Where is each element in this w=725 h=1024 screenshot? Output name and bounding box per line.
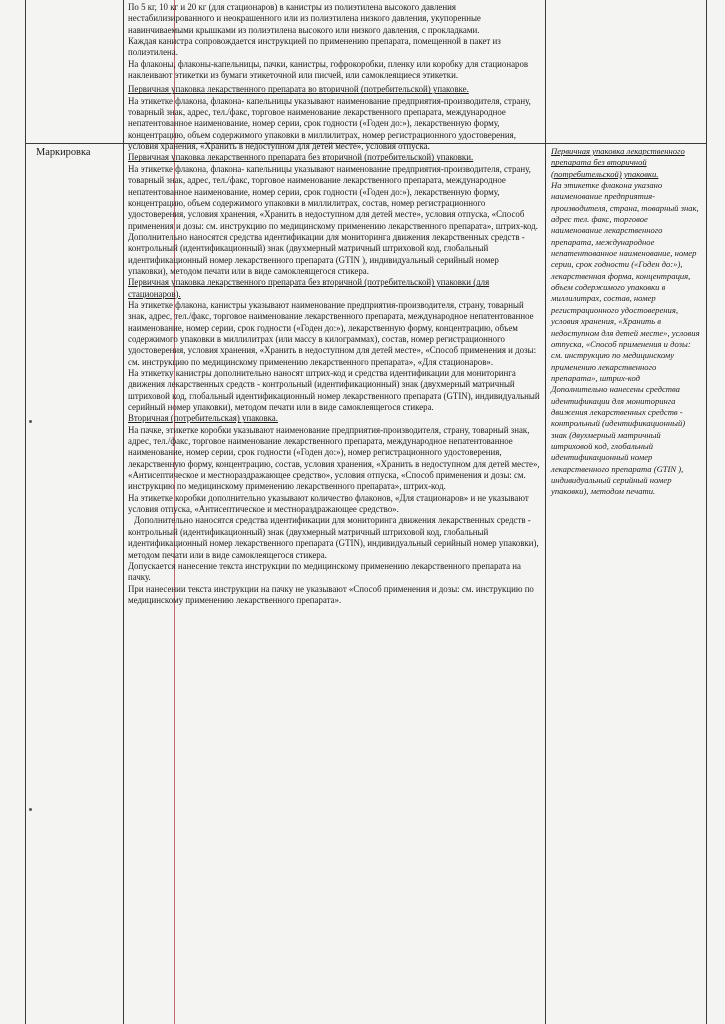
section-consumer-packaging [128,413,540,606]
side-note-paragraph: Дополнительно нанесены средства идентификации для мониторинга движения лекарственных средств - контрольный (идентификационный) знак (двухмерный матричный штриховой код, глобальный идентификационный номер лекарственного препарата (GTIN ), индивидуальный серийный номер упаковки), методом печати. [551,384,686,497]
section-heading: Первичная упаковка лекарственного препарата без вторичной (потребительской) упаковки. [128,152,474,163]
paragraph: На этикетке флакона, флакона- капельницы указывают наименование предприятия-производителя, страну, товарный знак, адрес, тел./факс, торговое наименование лекарственного препарата, международное непатентованное наименование, номер серии, срок годности («Годен до:»), лекарственную форму, концентрацию, объем содержимого упаковки в миллилитрах, номер регистрационного удостоверения, условия хранения, «Хранить в недоступном для детей месте», условия отпуска. [128,95,531,152]
table-column-divider [545,0,546,1024]
paragraph: На флаконы, флаконы-капельницы, пачки, канистры, гофрокоробки, пленку или коробку для стационаров наклеивают этикетки из бумаги этикеточной или писчей, или самоклеящиеся этикетки. [128,58,529,81]
row-label: Маркировка [36,147,91,158]
section-heading: Первичная упаковка лекарственного препарата во вторичной (потребительской) упаковке. [128,84,469,95]
paragraph: На этикетку канистры дополнительно наносят штрих-код и средства идентификации для мониторинга движения лекарственных средств - контрольный (идентификационный) знак (двухмерный матричный штриховой код, глобальный идентификационный номер лекарственного препарата (GTIN), индивидуальный серийный номер упаковки), методом печати или в виде самоклеящегося стикера. [128,368,540,413]
table-right-border [706,0,707,1024]
section-primary-packaging [128,152,540,277]
section-heading: Первичная упаковка лекарственного препарата без вторичной (потребительской) упаковки (для стационаров). [128,277,490,299]
table-column-divider [123,0,124,1024]
top-continuation [128,0,540,81]
side-note-paragraph: На этикетке флакона указано наименование предприятия-производителя, страна, товарный знак, адрес тел. факс, торговое наименование лекарственного препарата, международное непатентованное наименование, номер серии, срок годности («Годен до:»), лекарственная форма, концентрация, объем содержимого упаковки в миллилитрах, состав, номер регистрационного удостоверения, условия хранения, «Хранить в недоступном для детей месте», условия отпуска, «Способ применения и дозы: см. инструкцию по медицинскому применению лекарственного препарата», штрих-код [551,180,700,383]
table-left-border [25,0,26,1024]
main-column [128,0,540,606]
paragraph: На этикетке флакона, канистры указывают наименование предприятия-производителя, страну, товарный знак, адрес, тел./факс, торговое наименование лекарственного препарата, международное непатентованное наименование, номер серии, срок годности («Годен до:»), лекарственную форму, концентрацию, объем содержимого упаковки в миллилитрах (или массу в килограммах), состав, номер регистрационного удостоверения, условия хранения, «Хранить в недоступном для детей месте», «Способ применения и дозы: см. инструкцию по медицинскому применению лекарственного препарата», «Для стационаров». [128,299,537,367]
section-hospital-packaging [128,277,540,413]
paragraph: Каждая канистра сопровождается инструкцией по применению препарата, помещенной в пакет из полиэтилена. [128,36,501,58]
side-note-column [551,146,701,498]
scan-speck [29,420,32,423]
side-note-heading: Первичная упаковка лекарственного препарата без вторичной (потребительской) упаковки. [551,146,685,179]
paragraph: На пачке, этикетке коробки указывают наименование предприятия-производителя, страну, товарный знак, адрес, тел./факс, торговое наименование лекарственного препарата, международное непатентованное наименование, номер серии, срок годности («Годен до:»), номер регистрационного удостоверения, лекарственную форму, концентрацию, состав, условия хранения, «Хранить в недоступном для детей месте», «Антисептическое и местнораздражающее средство», условия отпуска, «Способ применения и дозы: см. инструкцию по медицинскому применению лекарственного препарата», штрих-код. [128,424,540,492]
paragraph: Допускается нанесение текста инструкции по медицинскому применению лекарственного препарата на пачку. [128,560,521,583]
paragraph: На этикетке коробки дополнительно указывают количество флаконов, «Для стационаров» и не указывают условия отпуска, «Антисептическое и местнораздражающее средство». [128,492,529,515]
section-heading: Вторичная (потребительская) упаковка. [128,413,278,424]
section-secondary-packaging [128,84,540,152]
scan-speck [29,808,32,811]
paragraph: При нанесении текста инструкции на пачку не указывают «Способ применения и дозы: см. инструкцию по медицинскому применению лекарственного препарата». [128,583,534,605]
paragraph: Дополнительно наносятся средства идентификации для мониторинга движения лекарственных средств - контрольный (идентификационный) знак (двухмерный матричный штриховой код, глобальный идентификационный номер лекарственного препарата (GTIN), индивидуальный серийный номер упаковки), методом печати или в виде самоклеящегося стикера. [128,515,539,560]
paragraph: Дополнительно наносятся средства идентификации для мониторинга движения лекарственных средств - контрольный (идентификационный) знак (двухмерный матричный штриховой код, глобальный идентификационный номер лекарственного препарата (GTIN ), индивидуальный серийный номер упаковки), методом печати или в виде самоклеящегося стикера. [128,231,525,276]
paragraph: На этикетке флакона, флакона- капельницы указывают наименование предприятия-производителя, страну, товарный знак, адрес, тел./факс, торговое наименование лекарственного препарата, международное непатентованное наименование, номер серии, срок годности («Годен до:»), лекарственную форму, концентрацию, объем содержимого упаковки в миллилитрах, состав, номер регистрационного удостоверения, условия хранения, «Хранить в недоступном для детей месте», условия отпуска, «Способ применения и дозы: см. инструкцию по медицинскому применению лекарственного препарата», штрих-код. [128,163,538,231]
paragraph: По 5 кг, 10 кг и 20 кг (для стационаров) в канистры из полиэтилена высокого давления нестабилизированного и неокрашенного или из полиэтилена низкого давления, укупоренные навинчиваемыми крышками из полиэтилена высокого или низкого давления, с прокладками. [128,2,481,35]
